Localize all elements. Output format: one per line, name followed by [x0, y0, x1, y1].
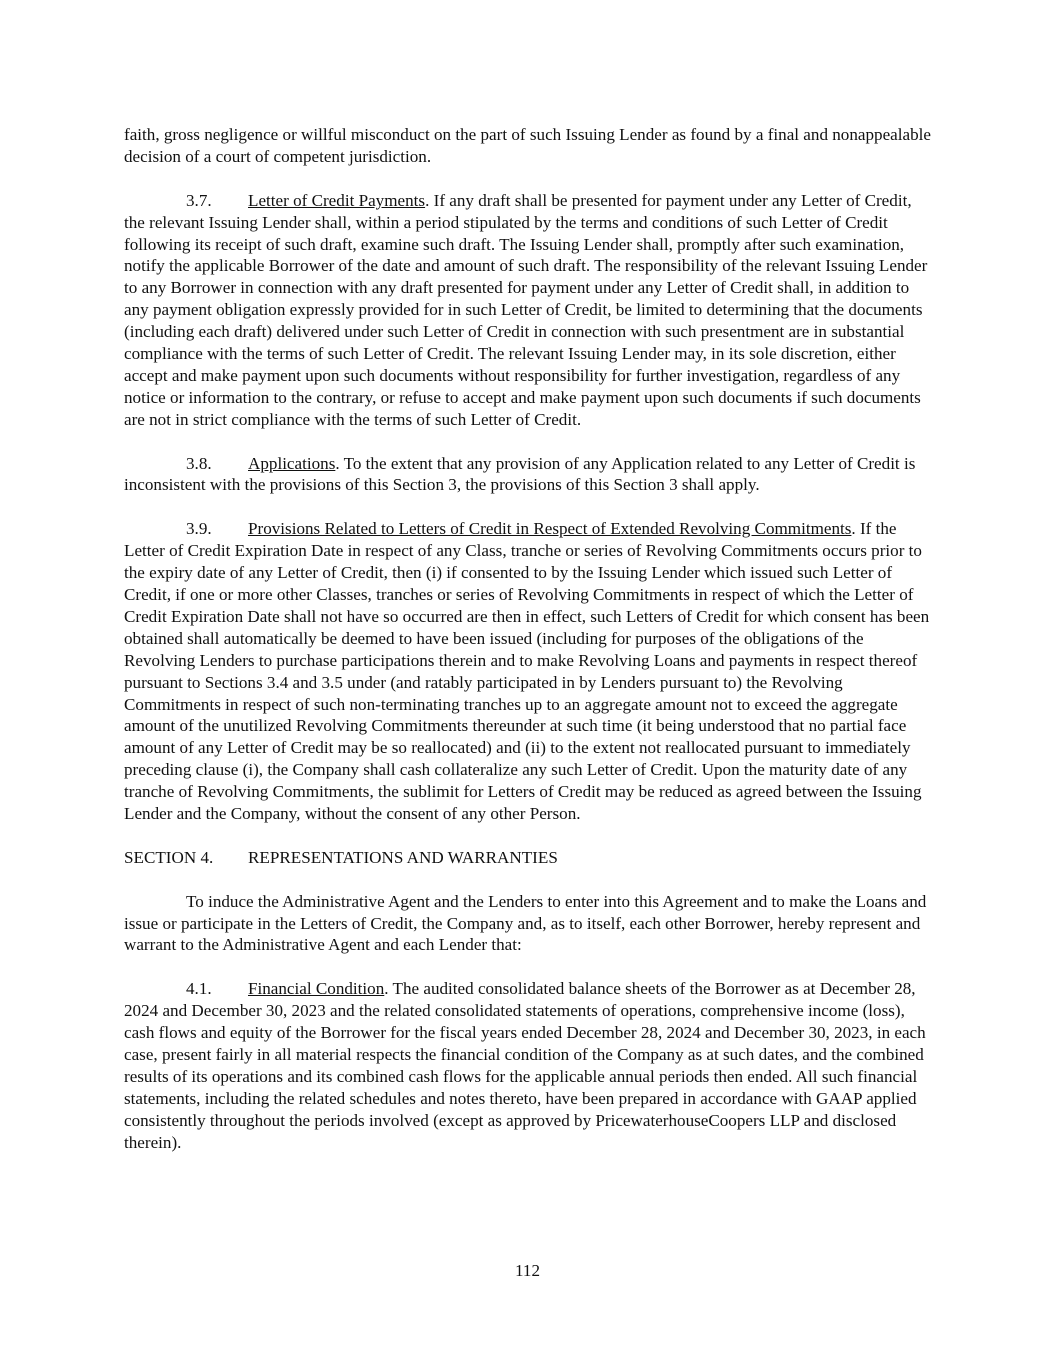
section-3-8-paragraph — [124, 453, 934, 497]
section-3-8-body: . To the extent that any provision of any Application related to any Letter of Credit is inconsistent with the provisions of this Section 3, the provisions of this Section 3 shall apply. — [124, 453, 916, 495]
section-3-8-title: Applications — [248, 453, 336, 473]
section-4-1-number: 4.1. — [186, 979, 212, 999]
section-3-9-paragraph — [124, 518, 934, 825]
document-page — [124, 124, 934, 1175]
section-4-1-body: . The audited consolidated balance sheets of the Borrower as at December 28, 2024 and December 30, 2023 and the related consolidated statements of operations, comprehensive income (loss), cash flows and equity of the Borrower for the fiscal years ended December 28, 2024 and December 30, 2023, in each case, present fairly in all material respects the financial condition of the Company as at such dates, and the combined results of its operations and its combined cash flows for the applicable annual periods then ended. All such financial statements, including the related schedules and notes thereto, have been prepared in accordance with GAAP applied consistently throughout the periods involved (except as approved by PricewaterhouseCoopers LLP and disclosed therein). — [124, 979, 926, 1152]
section-3-7-number: 3.7. — [186, 190, 212, 210]
continuation-paragraph: faith, gross negligence or willful misconduct on the part of such Issuing Lender as found by a final and nonappealable decision of a court of competent jurisdiction. — [124, 125, 931, 166]
section-3-9-body: . If the Letter of Credit Expiration Date in respect of any Class, tranche or series of Revolving Commitments occurs prior to the expiry date of any Letter of Credit, then (i) if consented to by the Issuing Lender which issued such Letter of Credit, if one or more other Classes, tranches or series of Revolving Commitments in respect of which the Letter of Credit Expiration Date shall not have so occurred are then in effect, such Letters of Credit for which consent has been obtained shall automatically be deemed to have been issued (including for purposes of the obligations of the Revolving Lenders to purchase participations therein and to make Revolving Loans and payments in respect thereof pursuant to Sections 3.4 and 3.5 under (and ratably participated in by Lenders pursuant to) the Revolving Commitments in respect of such non-terminating tranches up to an aggregate amount not to exceed the aggregate amount of the unutilized Revolving Commitments thereunder at such time (it being understood that no partial face amount of any Letter of Credit may be so reallocated) and (ii) to the extent not reallocated pursuant to immediately preceding clause (i), the Company shall cash collateralize any such Letter of Credit. Upon the maturity date of any tranche of Revolving Commitments, the sublimit for Letters of Credit may be reduced as agreed between the Issuing Lender and the Company, without the consent of any other Person. — [124, 519, 930, 824]
section-3-7-paragraph — [124, 190, 934, 431]
section-4-number: SECTION 4. — [124, 847, 214, 867]
section-4-title: REPRESENTATIONS AND WARRANTIES — [248, 847, 558, 867]
section-3-7-body: . If any draft shall be presented for payment under any Letter of Credit, the relevant Issuing Lender shall, within a period stipulated by the terms and conditions of such Letter of Credit following its receipt of such draft, examine such draft. The Issuing Lender shall, promptly after such examination, notify the applicable Borrower of the date and amount of such draft. The responsibility of the relevant Issuing Lender to any Borrower in connection with any draft presented for payment under any Letter of Credit shall, in addition to any payment obligation expressly provided for in such Letter of Credit, be limited to determining that the documents (including each draft) delivered under such Letter of Credit in connection with such presentment are in substantial compliance with the terms of such Letter of Credit. The relevant Issuing Lender may, in its sole discretion, either accept and make payment upon such documents without responsibility for further investigation, regardless of any notice or information to the contrary, or refuse to accept and make payment upon such documents if such documents are not in strict compliance with the terms of such Letter of Credit. — [124, 190, 928, 429]
section-4-1-title: Financial Condition — [248, 979, 385, 999]
section-4-heading — [124, 847, 934, 869]
section-4-1-paragraph — [124, 978, 934, 1153]
section-3-8-number: 3.8. — [186, 453, 212, 473]
section-3-9-title: Provisions Related to Letters of Credit in Respect of Extended Revolving Commitments — [248, 519, 852, 539]
section-3-9-number: 3.9. — [186, 519, 212, 539]
section-3-7-title: Letter of Credit Payments — [248, 190, 426, 210]
section-4-intro-paragraph: To induce the Administrative Agent and the Lenders to enter into this Agreement and to make the Loans and issue or participate in the Letters of Credit, the Company and, as to itself, each other Borrower, hereby represent and warrant to the Administrative Agent and each Lender that: — [124, 891, 927, 955]
page-number: 112 — [514, 1261, 540, 1280]
